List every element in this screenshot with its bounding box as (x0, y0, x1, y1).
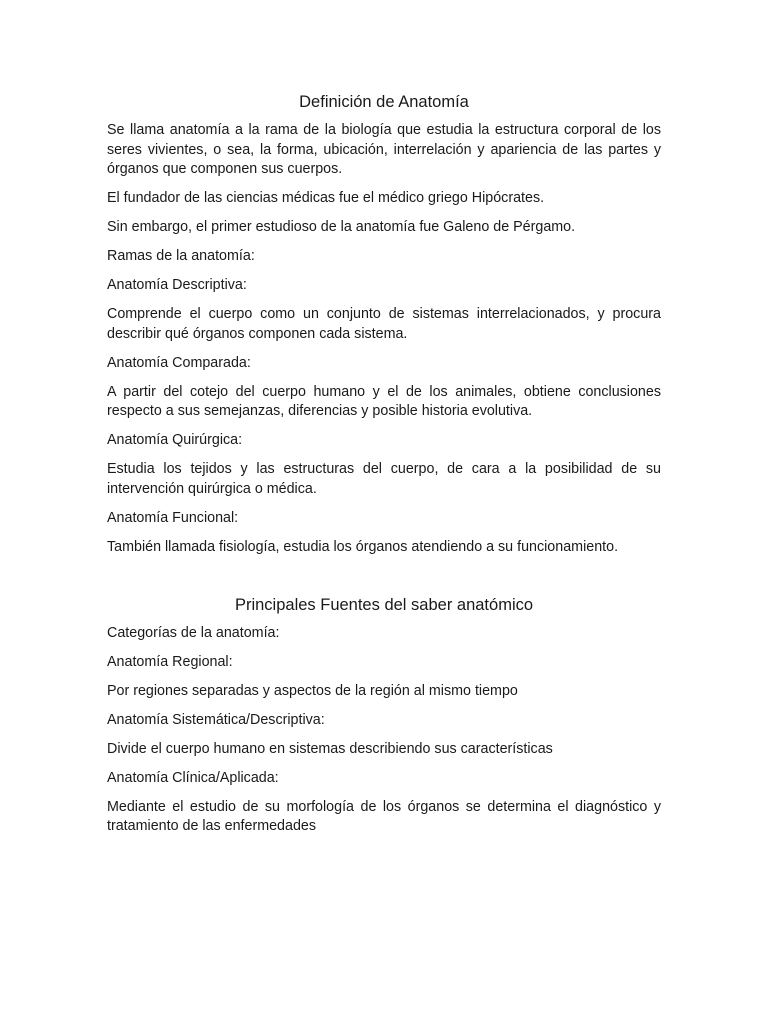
paragraph-clinical-text: Mediante el estudio de su morfología de los órganos se determina el diagnóstico y tratamiento de las enfermedades (107, 798, 661, 834)
paragraph-descriptive-heading: Anatomía Descriptiva: (107, 277, 247, 293)
paragraph-definition: Se llama anatomía a la rama de la biología que estudia la estructura corporal de los seres vivientes, o sea, la forma, ubicación, interrelación y apariencia de las partes y órganos que componen sus cuerpos. (107, 122, 661, 177)
paragraph-regional-text: Por regiones separadas y aspectos de la región al mismo tiempo (107, 682, 518, 699)
paragraph-first-scholar: Sin embargo, el primer estudioso de la anatomía fue Galeno de Pérgamo. (107, 219, 576, 235)
paragraph-systematic-heading: Anatomía Sistemática/Descriptiva: (107, 711, 325, 728)
paragraph-regional-heading: Anatomía Regional: (107, 653, 233, 670)
paragraph-systematic-text: Divide el cuerpo humano en sistemas describiendo sus características (107, 740, 553, 757)
section-title-definicion: Definición de Anatomía (299, 93, 469, 111)
paragraph-descriptive-text: Comprende el cuerpo como un conjunto de sistemas interrelacionados, y procura describir qué órganos componen cada sistema. (107, 306, 661, 342)
document-content (107, 92, 661, 846)
paragraph-functional-text: También llamada fisiología, estudia los órganos atendiendo a su funcionamiento. (107, 538, 619, 555)
paragraph-comparative-heading: Anatomía Comparada: (107, 354, 251, 371)
section-title-fuentes: Principales Fuentes del saber anatómico (234, 595, 534, 614)
section-spacer (107, 567, 661, 595)
paragraph-categories-heading: Categorías de la anatomía: (107, 624, 280, 641)
paragraph-comparative-text: A partir del cotejo del cuerpo humano y el de los animales, obtiene conclusiones respecto a sus semejanzas, diferencias y posible historia evolutiva. (107, 383, 661, 419)
paragraph-surgical-heading: Anatomía Quirúrgica: (107, 432, 243, 448)
paragraph-clinical-heading: Anatomía Clínica/Aplicada: (107, 769, 279, 786)
paragraph-branches-heading: Ramas de la anatomía: (107, 248, 255, 264)
paragraph-founder: El fundador de las ciencias médicas fue el médico griego Hipócrates. (107, 190, 545, 206)
paragraph-surgical-text: Estudia los tejidos y las estructuras del cuerpo, de cara a la posibilidad de su intervención quirúrgica o médica. (107, 461, 661, 497)
paragraph-functional-heading: Anatomía Funcional: (107, 509, 239, 526)
